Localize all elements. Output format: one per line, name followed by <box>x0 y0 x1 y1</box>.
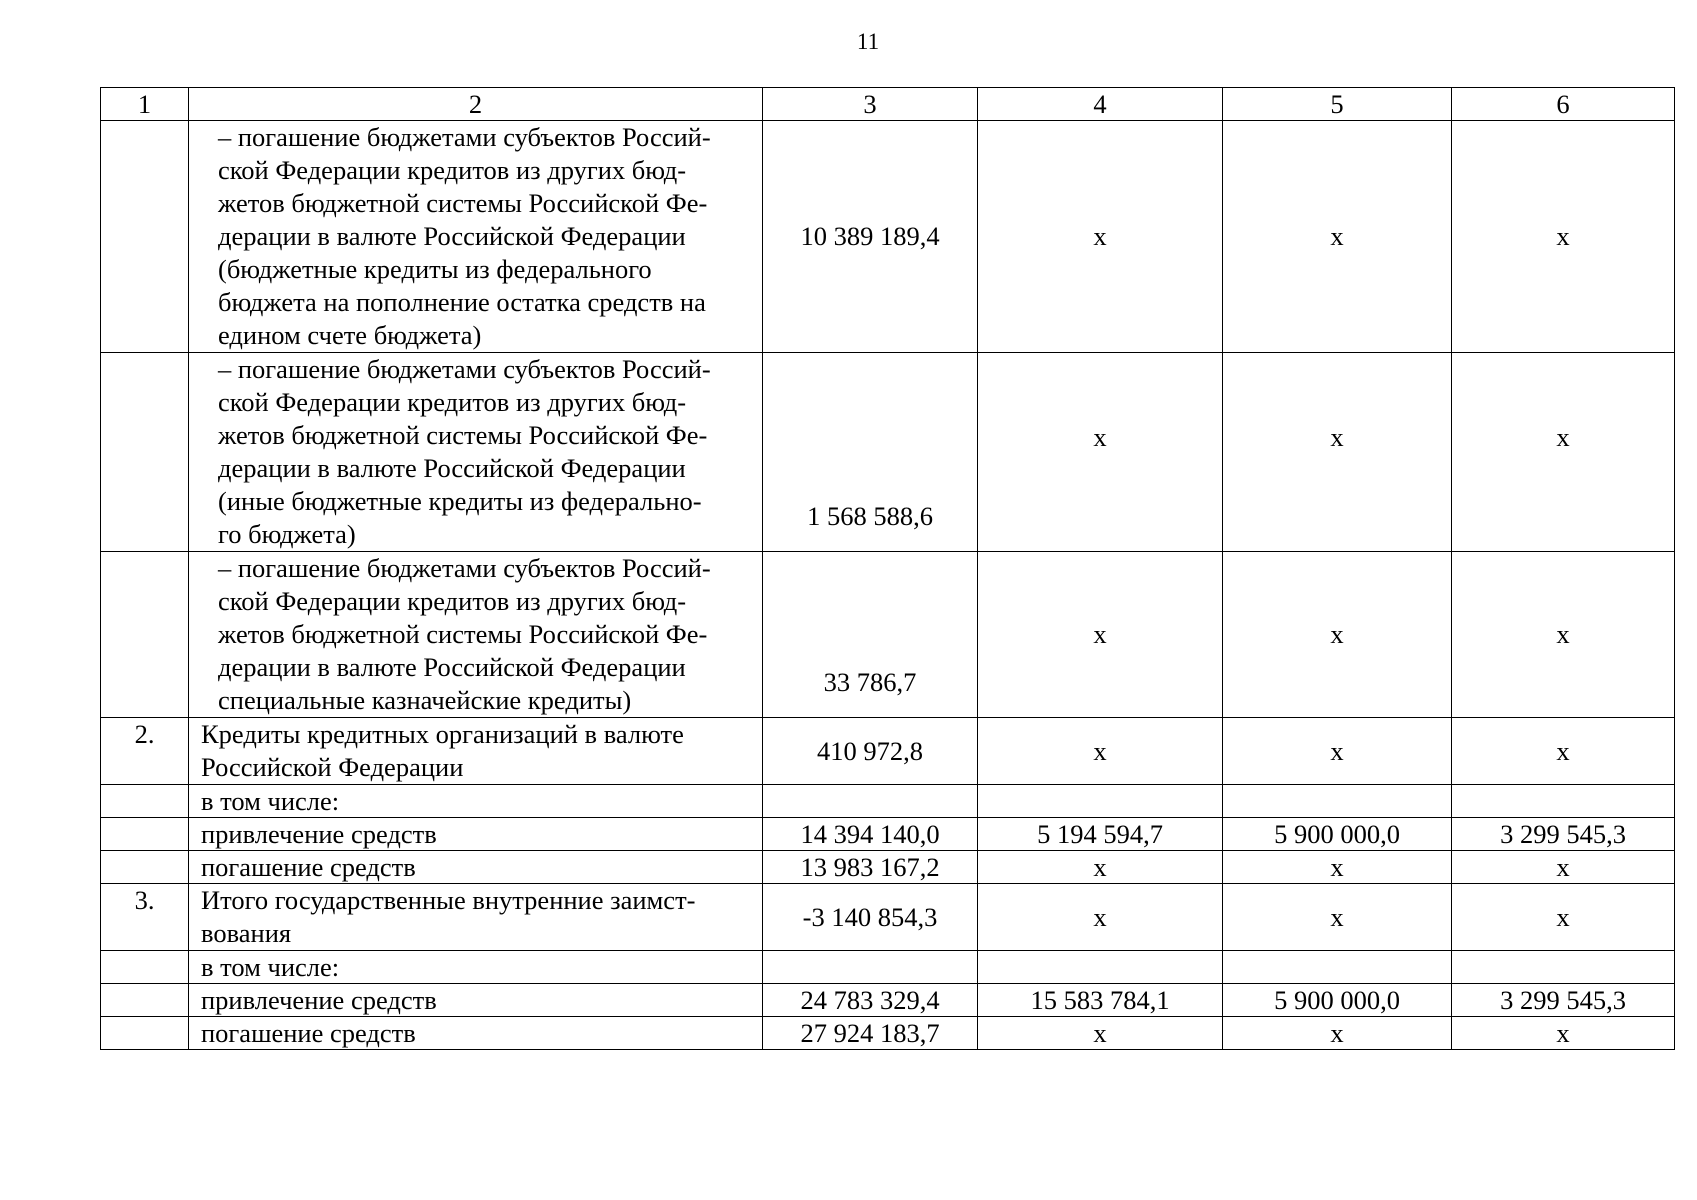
table-row <box>101 1017 1675 1050</box>
row-name-cell <box>189 718 763 785</box>
value-cell-col3: 27 924 183,7 <box>763 1017 978 1050</box>
value-cell-col5: x <box>1223 353 1452 552</box>
row-name-text: Итого государственные внутренние заимст- вования <box>201 885 696 948</box>
value-cell-col4 <box>978 951 1223 984</box>
value-cell-col6: x <box>1452 121 1675 353</box>
column-number-row <box>101 88 1675 121</box>
row-name-cell <box>189 884 763 951</box>
value-cell-col5: x <box>1223 884 1452 951</box>
value-cell-col3: 10 389 189,4 <box>763 121 978 353</box>
value-cell-col3 <box>763 951 978 984</box>
row-name-cell: в том числе: <box>189 951 763 984</box>
value-cell-col4: 5 194 594,7 <box>978 818 1223 851</box>
value-cell-col5: x <box>1223 851 1452 884</box>
value-cell-col5: 5 900 000,0 <box>1223 818 1452 851</box>
value-cell-col6: x <box>1452 353 1675 552</box>
row-number-cell <box>101 1017 189 1050</box>
value-cell-col6: x <box>1452 884 1675 951</box>
value-cell-col3 <box>763 785 978 818</box>
value-cell-col5: 5 900 000,0 <box>1223 984 1452 1017</box>
value-cell-col3: 24 783 329,4 <box>763 984 978 1017</box>
value-cell-col5: x <box>1223 718 1452 785</box>
row-name-cell <box>189 552 763 718</box>
row-number-cell <box>101 785 189 818</box>
table-row <box>101 121 1675 353</box>
row-name-cell: привлечение средств <box>189 818 763 851</box>
value-cell-col6: 3 299 545,3 <box>1452 984 1675 1017</box>
value-cell-col5: x <box>1223 552 1452 718</box>
row-number-cell <box>101 951 189 984</box>
value-cell-col6 <box>1452 951 1675 984</box>
value-cell-col6: 3 299 545,3 <box>1452 818 1675 851</box>
value-cell-col3: 14 394 140,0 <box>763 818 978 851</box>
row-name-cell: погашение средств <box>189 851 763 884</box>
table-row <box>101 951 1675 984</box>
table-row <box>101 785 1675 818</box>
value-cell-col3: 33 786,7 <box>763 552 978 718</box>
value-cell-col4: 15 583 784,1 <box>978 984 1223 1017</box>
row-name-cell: в том числе: <box>189 785 763 818</box>
column-header-4: 4 <box>978 88 1223 121</box>
value-cell-col3: 13 983 167,2 <box>763 851 978 884</box>
value-cell-col6: x <box>1452 552 1675 718</box>
row-number-cell <box>101 818 189 851</box>
row-number-cell <box>101 353 189 552</box>
column-header-6: 6 <box>1452 88 1675 121</box>
value-cell-col4: x <box>978 718 1223 785</box>
value-cell-col4: x <box>978 353 1223 552</box>
table-row <box>101 353 1675 552</box>
row-number-cell <box>101 984 189 1017</box>
row-number-cell <box>101 552 189 718</box>
value-cell-col4: x <box>978 1017 1223 1050</box>
value-cell-col4 <box>978 785 1223 818</box>
row-name-text: – погашение бюджетами субъектов Россий- ской Федерации кредитов из других бюд- жетов бюджетной системы Российской Фе- дерации в валюте Российской Федерации (бюджетные кредиты из федерального бюджета на пополнение остатка средств на едином счете бюджета) <box>218 122 711 350</box>
borrowings-table <box>100 87 1675 1050</box>
value-cell-col4: x <box>978 552 1223 718</box>
value-cell-col5 <box>1223 785 1452 818</box>
column-header-2: 2 <box>189 88 763 121</box>
row-name-cell <box>189 353 763 552</box>
value-cell-col5: x <box>1223 1017 1452 1050</box>
table-row <box>101 884 1675 951</box>
value-cell-col3: -3 140 854,3 <box>763 884 978 951</box>
row-name-cell: привлечение средств <box>189 984 763 1017</box>
value-cell-col6: x <box>1452 1017 1675 1050</box>
row-number-cell <box>101 851 189 884</box>
value-cell-col4: x <box>978 884 1223 951</box>
row-number-cell: 3. <box>101 884 189 951</box>
page-number: 11 <box>856 29 880 54</box>
column-header-3: 3 <box>763 88 978 121</box>
row-name-cell: погашение средств <box>189 1017 763 1050</box>
value-cell-col4: x <box>978 121 1223 353</box>
value-cell-col5: x <box>1223 121 1452 353</box>
row-name-text: – погашение бюджетами субъектов Россий- ской Федерации кредитов из других бюд- жетов бюджетной системы Российской Фе- дерации в валюте Российской Федерации (иные бюджетные кредиты из федерально- го бюджета) <box>218 354 711 549</box>
table-row <box>101 718 1675 785</box>
row-name-cell <box>189 121 763 353</box>
table-row <box>101 984 1675 1017</box>
row-name-text: – погашение бюджетами субъектов Россий- ской Федерации кредитов из других бюд- жетов бюджетной системы Российской Фе- дерации в валюте Российской Федерации специальные казначейские кредиты) <box>218 553 711 715</box>
row-name-text: Кредиты кредитных организаций в валюте Российской Федерации <box>201 719 684 782</box>
value-cell-col3: 410 972,8 <box>763 718 978 785</box>
row-number-cell <box>101 121 189 353</box>
value-cell-col6 <box>1452 785 1675 818</box>
value-cell-col6: x <box>1452 851 1675 884</box>
column-header-1: 1 <box>101 88 189 121</box>
table-row <box>101 851 1675 884</box>
table-row <box>101 552 1675 718</box>
value-cell-col4: x <box>978 851 1223 884</box>
value-cell-col6: x <box>1452 718 1675 785</box>
value-cell-col5 <box>1223 951 1452 984</box>
value-cell-col3: 1 568 588,6 <box>763 353 978 552</box>
column-header-5: 5 <box>1223 88 1452 121</box>
row-number-cell: 2. <box>101 718 189 785</box>
table-row <box>101 818 1675 851</box>
